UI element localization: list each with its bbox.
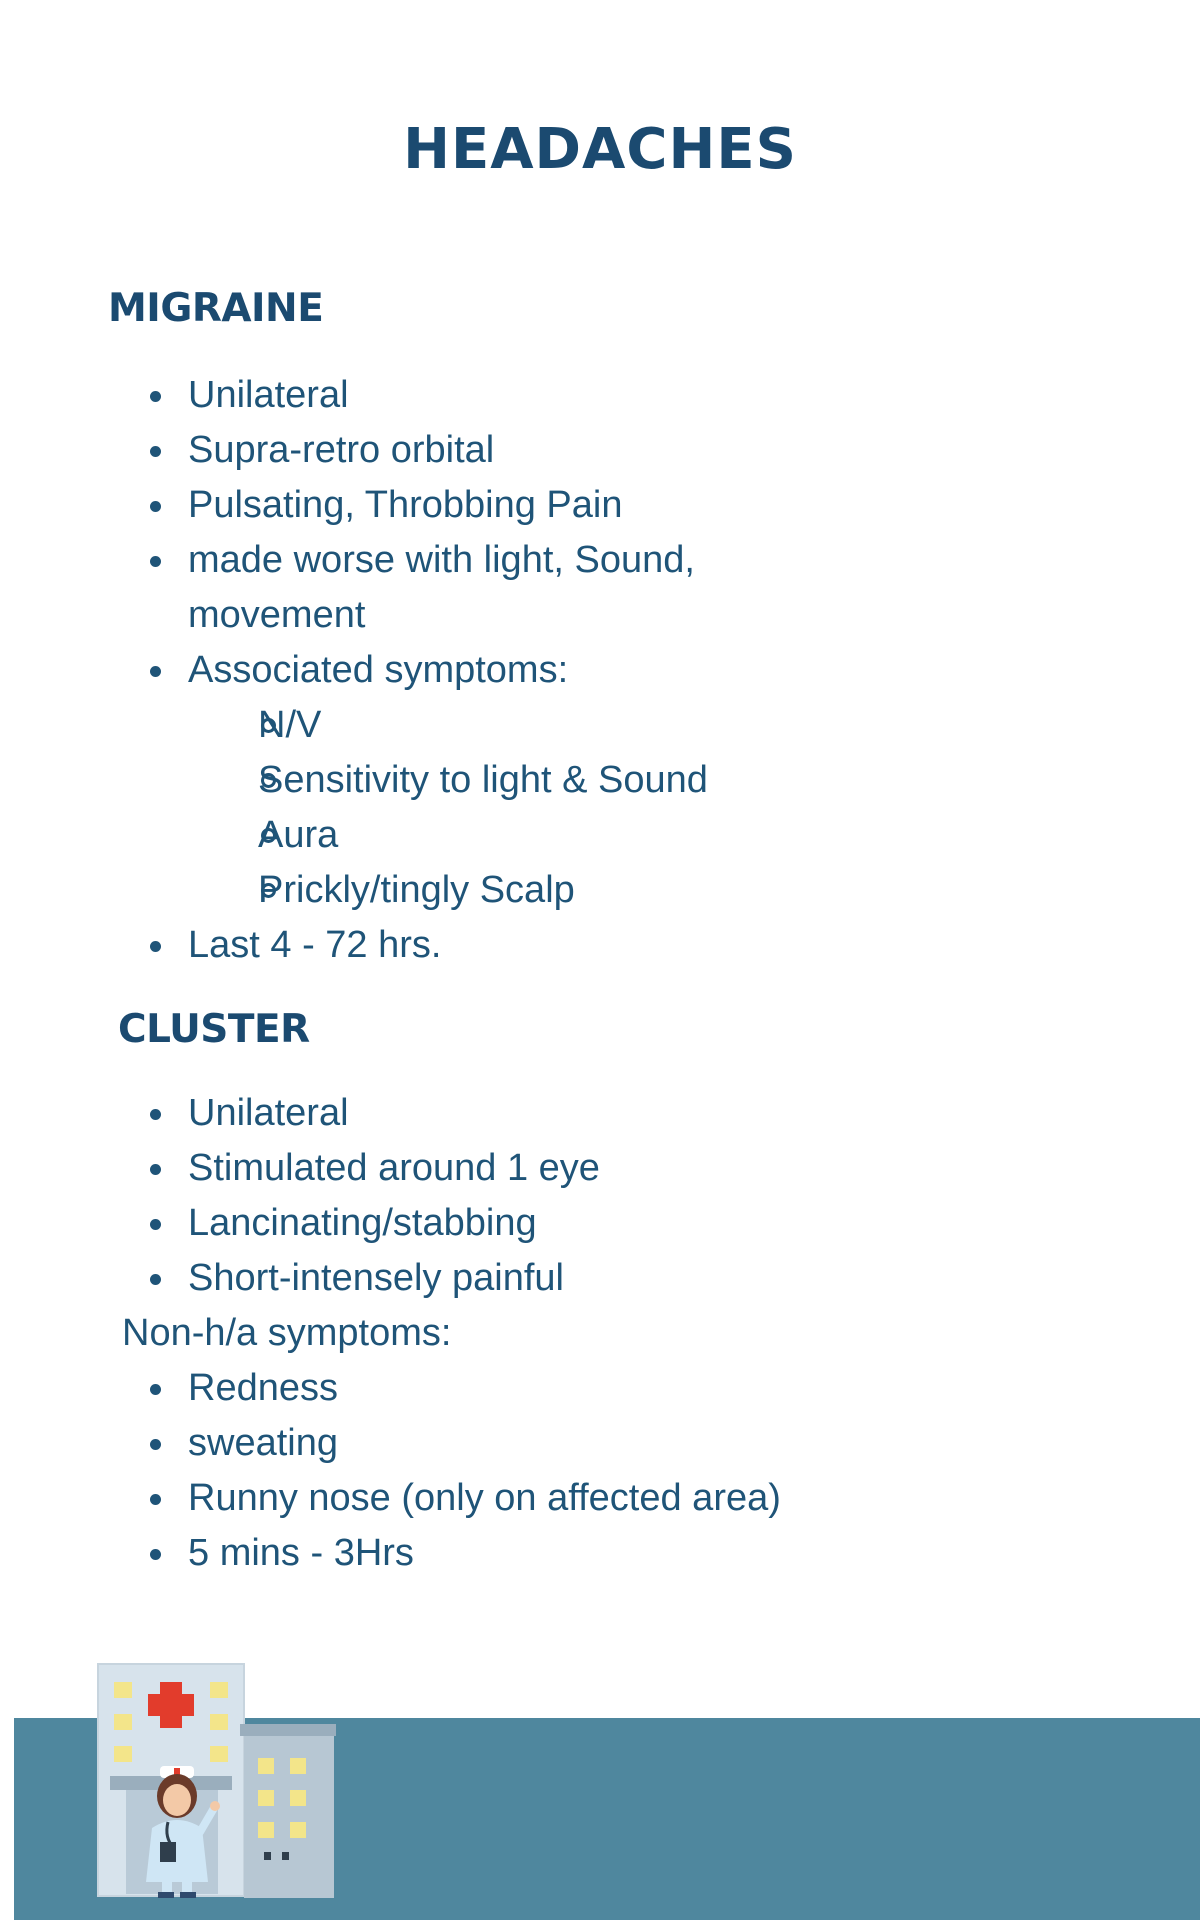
migraine-list bbox=[188, 368, 828, 973]
list-item: Supra-retro orbital bbox=[188, 423, 828, 478]
list-item: made worse with light, Sound, movement bbox=[188, 533, 828, 643]
sub-list-item: Sensitivity to light & Sound bbox=[298, 753, 828, 808]
migraine-heading: MIGRAINE bbox=[108, 286, 324, 331]
associated-symptoms-sublist bbox=[228, 698, 828, 918]
page-title: HEADACHES bbox=[403, 117, 797, 182]
list-item: Short-intensely painful bbox=[188, 1251, 888, 1306]
list-item: Pulsating, Throbbing Pain bbox=[188, 478, 828, 533]
non-ha-symptoms-list bbox=[188, 1361, 888, 1581]
cluster-heading: CLUSTER bbox=[118, 1007, 310, 1052]
list-item: Runny nose (only on affected area) bbox=[188, 1471, 888, 1526]
list-item: Lancinating/stabbing bbox=[188, 1196, 888, 1251]
list-item: Associated symptoms: N/V Sensitivity to light & Sound Aura Prickly/tingly Scalp bbox=[188, 643, 828, 918]
sub-list-item: Prickly/tingly Scalp bbox=[298, 863, 828, 918]
list-item: Last 4 - 72 hrs. bbox=[188, 918, 828, 973]
cluster-list bbox=[188, 1086, 888, 1306]
hospital-icon bbox=[96, 1662, 336, 1902]
sub-list-item: Aura bbox=[298, 808, 828, 863]
sub-list-item: N/V bbox=[298, 698, 828, 753]
list-item: Unilateral bbox=[188, 368, 828, 423]
list-item: Redness bbox=[188, 1361, 888, 1416]
non-ha-symptoms-label: Non-h/a symptoms: bbox=[122, 1312, 452, 1354]
list-item: sweating bbox=[188, 1416, 888, 1471]
list-item: Unilateral bbox=[188, 1086, 888, 1141]
list-item: 5 mins - 3Hrs bbox=[188, 1526, 888, 1581]
list-item: Stimulated around 1 eye bbox=[188, 1141, 888, 1196]
